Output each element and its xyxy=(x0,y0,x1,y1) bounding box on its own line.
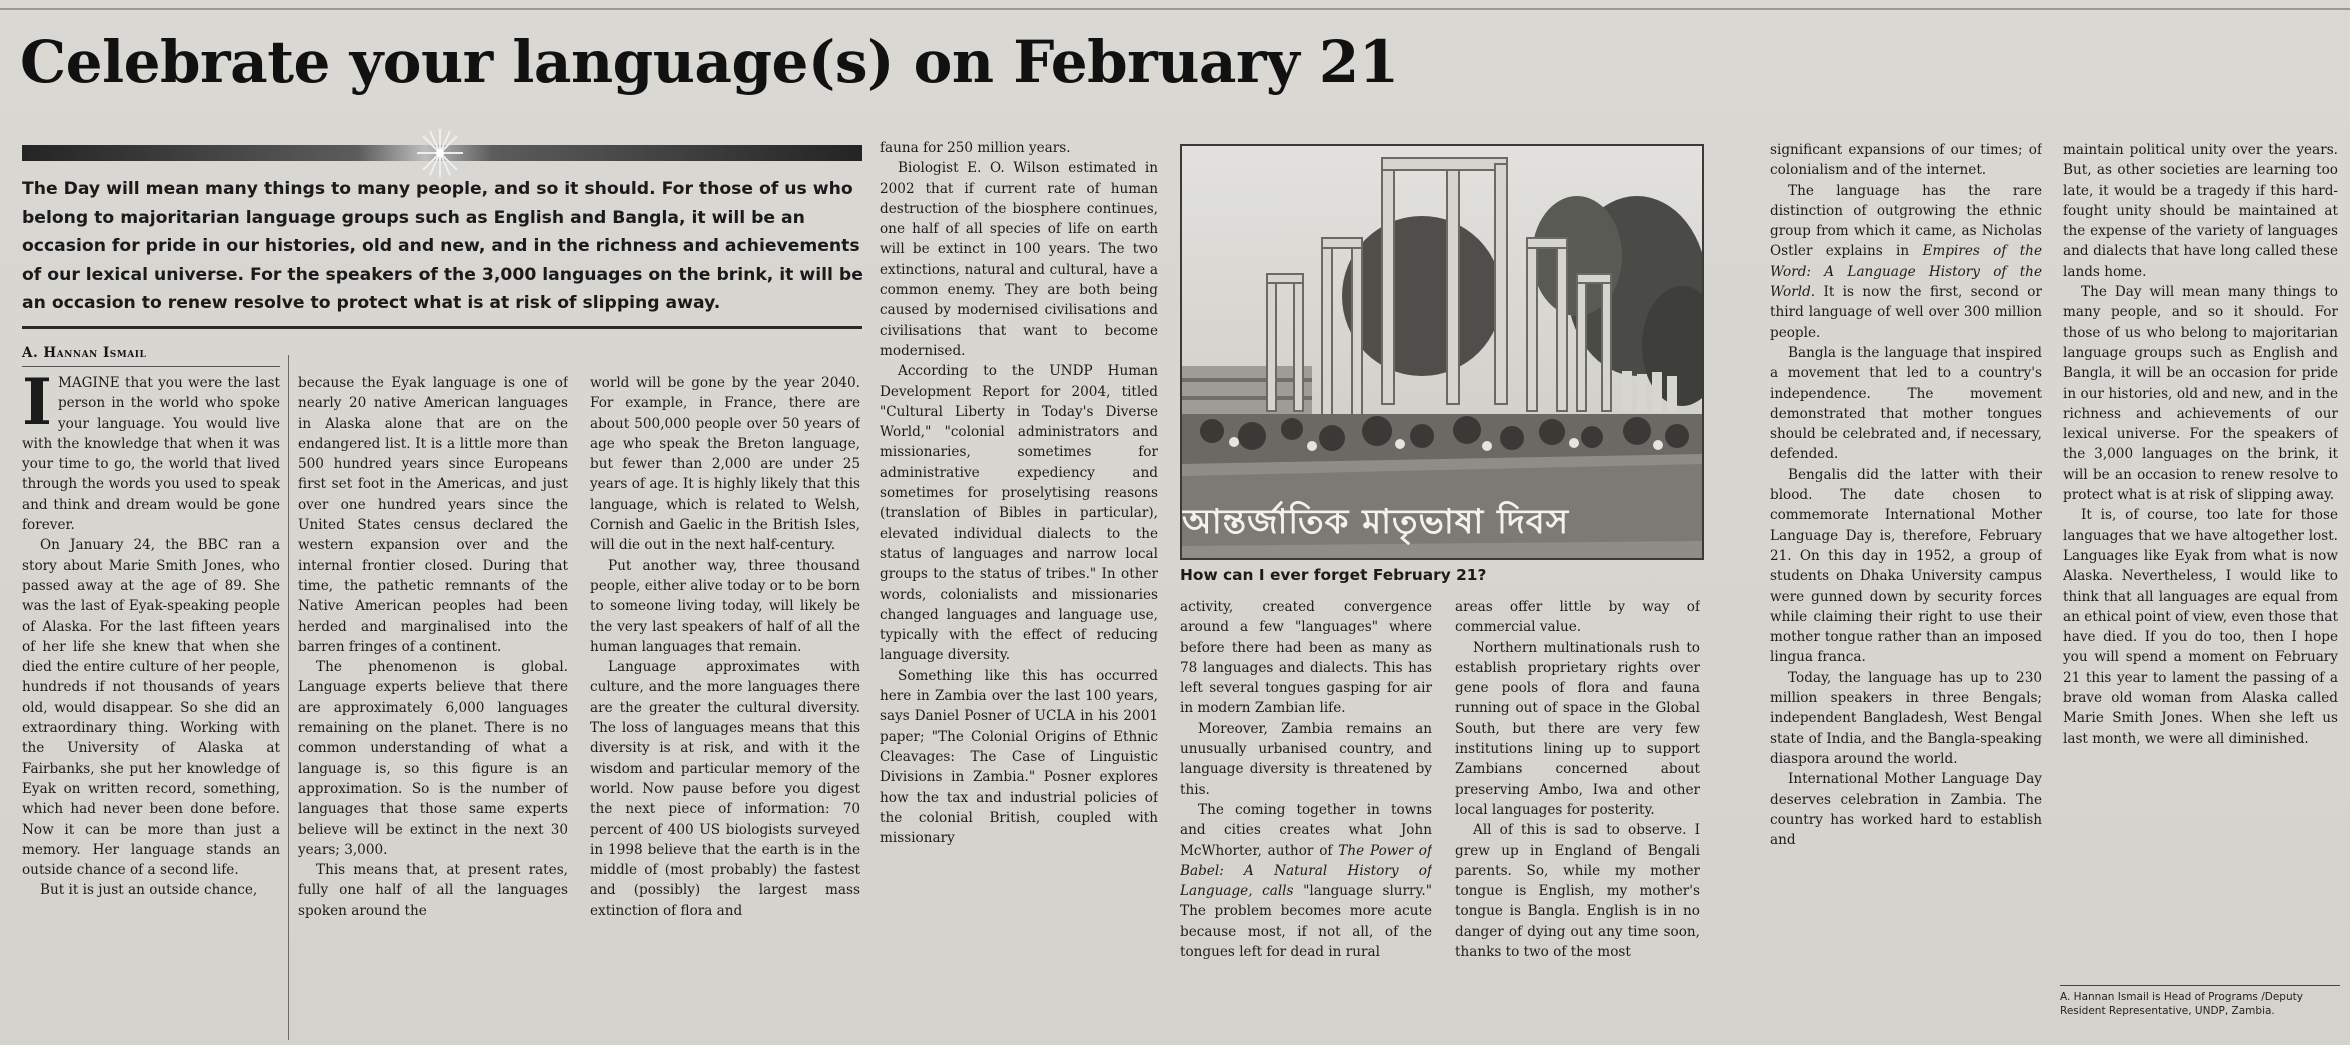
article-column-8 xyxy=(2063,140,2338,980)
article-column-4 xyxy=(880,138,1158,1043)
paragraph: Something like this has occurred here in Zambia over the last 100 years, says Daniel Posner of UCLA in his 2001 paper; "The Colonial Origins of Ethnic Cleavages: The Case of Linguistic Divisions in Zambia." Posner explores how the tax and industrial policies of the colonial British, coupled with missionary xyxy=(880,667,1158,847)
paragraph: The Day will mean many things to many people, and so it should. For those of us who belong to majoritarian language groups such as English and Bangla, it will be an occasion for pride in our histories, old and new, and in the richness and achievements of our lexical universe. For the speakers of the 3,000 languages on the brink, it will be an occasion to renew resolve to protect what is at risk of slipping away. xyxy=(2063,284,2338,504)
paragraph: significant expansions of our times; of colonialism and of the internet. xyxy=(1770,142,2042,179)
drop-cap: I xyxy=(22,373,52,440)
paragraph: Bangla is the language that inspired a movement that led to a country's independence. The movement demonstrated that mother tongues should be celebrated and, if necessary, defended. xyxy=(1770,344,2042,463)
photo-shaheed-minar xyxy=(1180,144,1704,560)
article-column-2 xyxy=(298,373,568,1043)
paragraph: areas offer little by way of commercial value. xyxy=(1455,599,1700,636)
paragraph: activity, created convergence around a few "languages" where before there had been as many as 78 languages and dialects. This has left several tongues gasping for air in modern Zambian life. xyxy=(1180,599,1432,717)
paragraph: The language has the rare distinction of outgrowing the ethnic group from which it came, as Nicholas Ostler explains in Empires of the Word: A Language History of the World. It is now the first, second or third language of well over 300 million people. xyxy=(1770,182,2042,341)
article-column-5 xyxy=(1180,597,1432,1043)
photo-caption: How can I ever forget February 21? xyxy=(1180,566,1487,584)
paragraph: IMAGINE that you were the last person in the world who spoke your language. You would live with the knowledge that when it was your time to go, the world that lived through the words you used to speak and think and dream would be gone forever. xyxy=(22,373,280,534)
paragraph: Biologist E. O. Wilson estimated in 2002 that if current rate of human destruction of the biosphere continues, one half of all species of life on earth will be extinct in 100 years. The two extinctions, natural and cultural, have a common enemy. They are both being caused by modernised civilisations and civilisations that want to become modernised. xyxy=(880,160,1158,359)
photo-banner-text: আন্তর্জাতিক মাতৃভাষা দিবস xyxy=(1182,502,1570,542)
paragraph: It is, of course, too late for those languages that we have altogether lost. Languages like Eyak from what is now Alaska. Nevertheless, I would like to think that all languages are equal from an ethical point of view, even those that have died. If you do too, then I hope you will spend a moment on February 21 this year to lament the passing of a brave old woman from Alaska called Marie Smith Jones. When she left us last month, we were all diminished. xyxy=(2063,507,2338,747)
paragraph: Moreover, Zambia remains an unusually urbanised country, and language diversity is threatened by this. xyxy=(1180,720,1432,798)
paragraph: Northern multinationals rush to establish proprietary rights over gene pools of flora and fauna running out of space in the Global South, but there are very few institutions lining up to support Zambians concerned about preserving Ambo, Iwa and other local languages for posterity. xyxy=(1455,639,1700,818)
article-column-1 xyxy=(22,373,280,1043)
paragraph: Today, the language has up to 230 million speakers in three Bengals; independent Bangladesh, West Bengal state of India, and the Bangla-speaking diaspora around the world. xyxy=(1770,669,2042,767)
article-column-3 xyxy=(590,373,860,1043)
starburst-icon xyxy=(415,127,465,179)
paragraph: world will be gone by the year 2040. For example, in France, there are about 500,000 people over 50 years of age who speak the Breton language, but fewer than 2,000 are under 25 years of age. It is highly likely that this language, which is related to Welsh, Cornish and Gaelic in the British Isles, will die out in the next half-century. xyxy=(590,375,860,554)
deck-rule xyxy=(22,326,862,329)
top-rule xyxy=(0,8,2350,10)
paragraph: The coming together in towns and cities creates what John McWhorter, author of The Power of Babel: A Natural History of Language, calls "language slurry." The problem becomes more acute because most, if not all, of the tongues left for dead in rural xyxy=(1180,801,1432,961)
paragraph: International Mother Language Day deserves celebration in Zambia. The country has worked hard to establish and xyxy=(1770,771,2042,849)
deck-standfirst: The Day will mean many things to many people, and so it should. For those of us who belong to majoritarian language groups such as English and Bangla, it will be an occasion for pride in our histories, old and new, and in the richness and achievements of our lexical universe. For the speakers of the 3,000 languages on the brink, it will be an occasion to renew resolve to protect what is at risk of slipping away. xyxy=(22,179,863,313)
paragraph: But it is just an outside chance, xyxy=(40,882,258,899)
byline-rule xyxy=(22,366,280,367)
paragraph: This means that, at present rates, fully one half of all the languages spoken around the xyxy=(298,862,568,919)
paragraph: fauna for 250 million years. xyxy=(880,140,1071,156)
footnote-rule xyxy=(2060,985,2340,986)
paragraph: Bengalis did the latter with their blood. The date chosen to commemorate International Mother Language Day is, therefore, February 21. On this day in 1952, a group of students on Dhaka University campus were gunned down by security forces while claiming their right to use their mother tongue rather than an imposed lingua franca. xyxy=(1770,466,2042,666)
paragraph: Language approximates with culture, and the more languages there are the greater the cultural diversity. The loss of languages means that this diversity is at risk, and with it the wisdom and particular memory of the world. Now pause before you digest the next piece of information: 70 percent of 400 US biologists surveyed in 1998 believe that the earth is in the middle of (most probably) the fastest and (possibly) the largest mass extinction of flora and xyxy=(590,659,860,919)
column-rule xyxy=(288,355,289,1040)
author-footnote: A. Hannan Ismail is Head of Programs /Deputy Resident Representative, UNDP, Zambia. xyxy=(2060,991,2303,1017)
paragraph: On January 24, the BBC ran a story about Marie Smith Jones, who passed away at the age of 89. She was the last of Eyak-speaking people of Alaska. For the last fifteen years of her life she knew that when she died the entire culture of her people, hundreds if not thousands of years old, would disappear. So she did an extraordinary thing. Working with the University of Alaska at Fairbanks, she put her knowledge of Eyak on written record, something, which had never been done before. Now it can be more than just a memory. Her language stands an outside chance of a second life. xyxy=(22,537,280,879)
paragraph: According to the UNDP Human Development Report for 2004, titled "Cultural Liberty in Today's Diverse World," "colonial administrators and missionaries, sometimes for administrative expediency and sometimes for proselytising reasons (translation of Bibles in particular), elevated individual dialects to the status of languages and narrow local groups to the status of tribes." In other words, colonialists and missionaries changed languages and language use, typically with the effect of reducing language diversity. xyxy=(880,363,1158,664)
paragraph: Put another way, three thousand people, either alive today or to be born to someone living today, will likely be the very last speakers of half of all the human languages that remain. xyxy=(590,557,860,655)
byline: A. Hannan Ismail xyxy=(22,345,147,361)
headline: Celebrate your language(s) on February 21 xyxy=(20,28,1399,96)
article-column-6 xyxy=(1455,597,1700,1043)
paragraph: The phenomenon is global. Language experts believe that there are approximately 6,000 languages remaining on the planet. There is no common understanding of what a language is, so this figure is an approximation. So is the number of languages that those same experts believe will be extinct in the next 30 years; 3,000. xyxy=(298,659,568,858)
article-column-7 xyxy=(1770,140,2042,1043)
paragraph: maintain political unity over the years. But, as other societies are learning too late, it would be a tragedy if this hard-fought unity should be maintained at the expense of the variety of languages and dialects that have long called these lands home. xyxy=(2063,142,2338,280)
paragraph: All of this is sad to observe. I grew up in England of Bengali parents. So, while my mother tongue is English, my mother's tongue is Bangla. English is in no danger of dying out any time soon, thanks to two of the most xyxy=(1455,822,1700,961)
paragraph: because the Eyak language is one of nearly 20 native American languages in Alaska alone that are on the endangered list. It is a little more than 500 hundred years since Europeans first set foot in the Americas, and just over one hundred years since the United States census declared the western expansion over and the internal frontier closed. During that time, the pathetic remnants of the Native American peoples had been herded and marginalised into the barren fringes of a continent. xyxy=(298,375,568,655)
